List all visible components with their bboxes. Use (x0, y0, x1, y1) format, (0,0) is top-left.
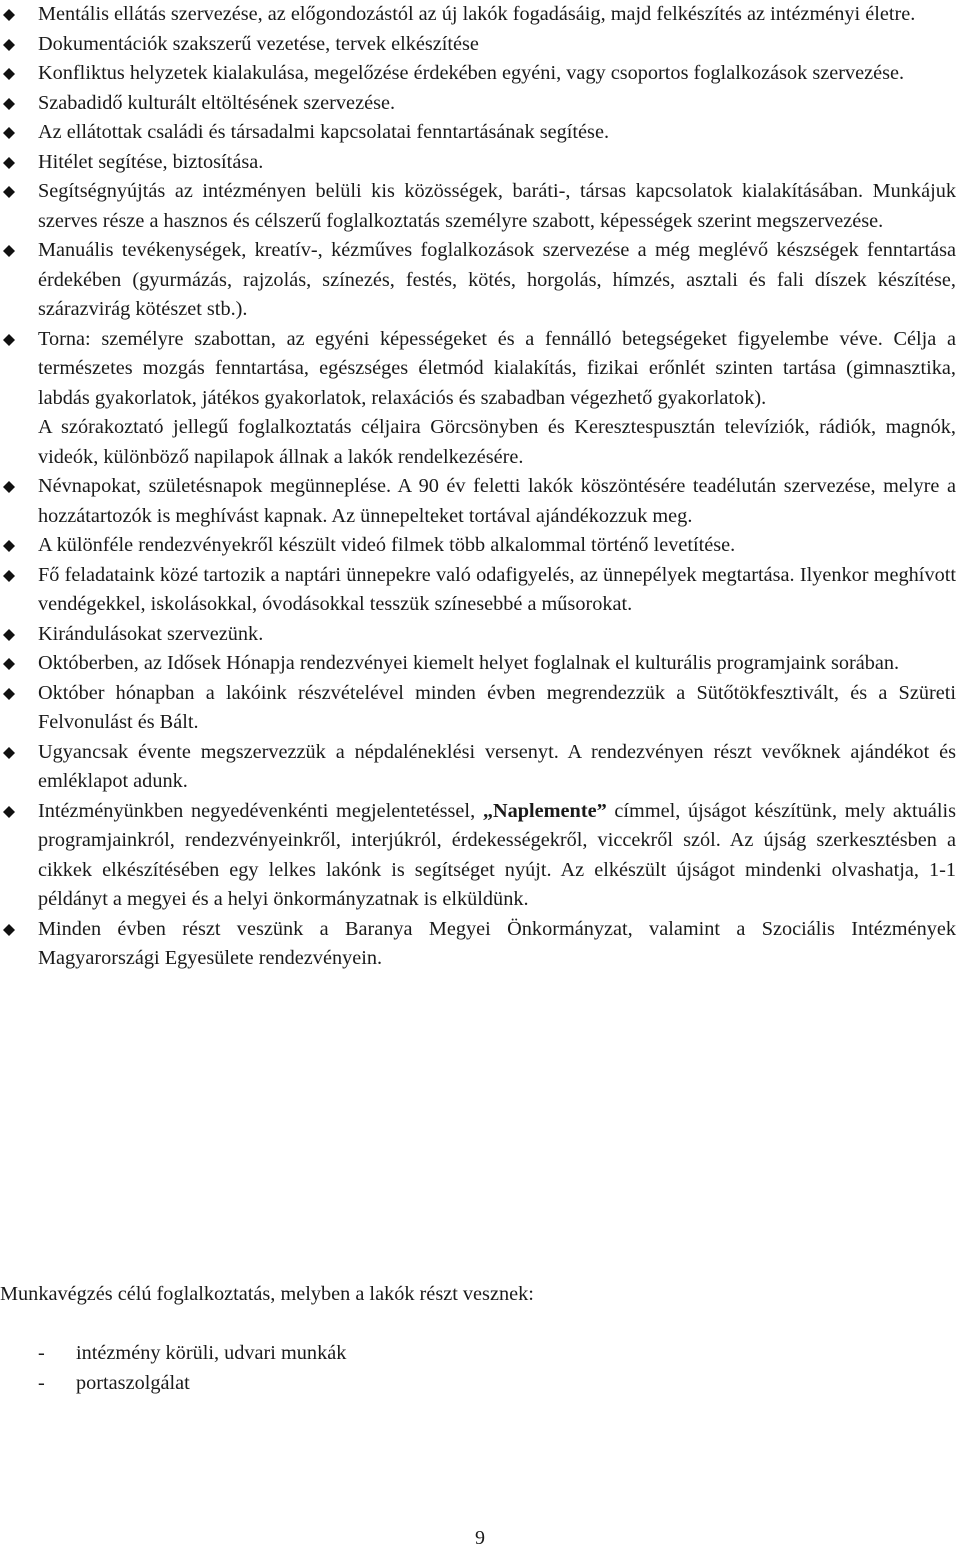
list-item (0, 797, 956, 915)
diamond-bullet-icon (3, 481, 15, 493)
diamond-bullet-icon (3, 540, 15, 552)
diamond-bullet-icon (3, 245, 15, 257)
diamond-bullet-icon (3, 9, 15, 21)
list-item-text: Mentális ellátás szervezése, az előgondozástól az új lakók fogadásáig, majd felkészítés az intézményi életre. (38, 3, 916, 25)
newsletter-title: „Naplemente” (482, 799, 607, 822)
list-item (0, 325, 956, 414)
list-item (0, 30, 956, 60)
list-item (0, 531, 956, 561)
employment-intro: Munkavégzés célú foglalkoztatás, melyben a lakók részt vesznek: (0, 1283, 534, 1305)
list-item (0, 472, 956, 531)
list-item-text: Október hónapban a lakóink részvételével minden évben megrendezzük a Sütőtökfesztivált, és a Szüreti Felvonulást és Bált. (38, 681, 956, 733)
list-item-text: Októberben, az Idősek Hónapja rendezvényei kiemelt helyet foglalnak el kulturális programjaink sorában. (38, 652, 900, 674)
list-item (0, 118, 956, 148)
list-item-text: Dokumentációk szakszerű vezetése, tervek elkészítése (38, 32, 479, 55)
list-item (0, 0, 956, 30)
list-item-text: A szórakoztató jellegű foglalkoztatás céljaira Görcsönyben és Keresztespusztán televíziók, rádiók, magnók, videók, különböző napilapok állnak a lakók rendelkezésére. (38, 416, 956, 468)
newsletter-text (38, 800, 956, 911)
list-item (0, 649, 956, 679)
list-item (0, 413, 956, 472)
diamond-bullet-icon (3, 98, 15, 110)
list-item (0, 915, 956, 974)
list-item-text: Névnapokat, születésnapok megünneplése. A 90 év feletti lakók köszöntésére teadélután szervezése, melyre a hozzátartozók is meghívást kapnak. Az ünnepelteket tortával ajándékozzuk meg. (38, 475, 956, 527)
list-item-text: Kirándulásokat szervezünk. (38, 622, 264, 645)
list-item-text: Az ellátottak családi és társadalmi kapcsolatai fenntartásának segítése. (38, 121, 610, 143)
dash-item-text: portaszolgálat (76, 1371, 190, 1394)
diamond-bullet-icon (3, 68, 15, 80)
page-number: 9 (475, 1527, 485, 1549)
list-item-text: Fő feladataink közé tartozik a naptári ünnepekre való odafigyelés, az ünnepélyek megtartása. Ilyenkor meghívott vendégekkel, iskolásokkal, óvodásokkal tesszük színesebbé a műsorokat. (38, 563, 956, 615)
dash-item (0, 1339, 346, 1369)
list-item (0, 561, 956, 620)
diamond-bullet-icon (3, 127, 15, 139)
list-item (0, 177, 956, 236)
list-item (0, 59, 956, 89)
newsletter-text-after: címmel, újságot készítünk, mely aktuális programjainkról, rendezvényeinkről, interjúkról, érdekességekről, viccekről szól. Az újság szerkesztésben a cikkek elkészítésében egy lelkes lakónk is segítséget nyújt. Az elkészült újságot mindenki olvashatja, 1-1 példányt a megyei és a helyi önkormányzatnak is elküldünk. (38, 799, 956, 910)
diamond-bullet-icon (3, 39, 15, 51)
diamond-bullet-icon (3, 747, 15, 759)
diamond-bullet-icon (3, 688, 15, 700)
diamond-bullet-icon (3, 157, 15, 169)
list-item-text: Ugyancsak évente megszervezzük a népdaléneklési versenyt. A rendezvényen részt vevőknek ajándékot és emléklapot adunk. (38, 740, 956, 792)
diamond-bullet-icon (3, 658, 15, 670)
list-item-text: A különféle rendezvényekről készült videó filmek több alkalommal történő levetítése. (38, 534, 736, 556)
list-item (0, 620, 956, 650)
list-item-text: Szabadidő kulturált eltöltésének szervezése. (38, 91, 396, 114)
newsletter-text-before: Intézményünkben negyedévenkénti megjelentetéssel, (38, 799, 483, 822)
dash-list (0, 1339, 346, 1398)
diamond-bullet-icon (3, 570, 15, 582)
diamond-bullet-icon (3, 186, 15, 198)
list-item-text: Hitélet segítése, biztosítása. (38, 150, 264, 173)
list-item-text: Manuális tevékenységek, kreatív-, kézműves foglalkozások szervezése a még meglévő készségek fenntartása érdekében (gyurmázás, rajzolás, színezés, festés, kötés, horgolás, hímzés, asztali és fali díszek készítése, szárazvirág kötészet stb.). (38, 239, 956, 320)
list-item (0, 236, 956, 325)
list-item-text: Segítségnyújtás az intézményen belüli kis közösségek, baráti-, társas kapcsolatok kialakításában. Munkájuk szerves része a hasznos és célszerű foglalkoztatás személyre szabott, képességek szerint megszervezése. (38, 180, 956, 232)
list-item (0, 148, 956, 178)
diamond-bullet-icon (3, 629, 15, 641)
diamond-bullet-icon (3, 334, 15, 346)
list-item-text: Konfliktus helyzetek kialakulása, megelőzése érdekében egyéni, vagy csoportos foglalkozások szervezése. (38, 62, 905, 84)
list-item (0, 679, 956, 738)
list-item-text: Minden évben részt veszünk a Baranya Megyei Önkormányzat, valamint a Szociális Intézmények Magyarországi Egyesülete rendezvényein. (38, 917, 956, 969)
list-item (0, 89, 956, 119)
list-item-text: Torna: személyre szabottan, az egyéni képességeket és a fennálló betegségeket figyelembe véve. Célja a természetes mozgás fenntartása, egészséges életmód kialakítás, fizikai erőnlét szinten tartása (gimnasztika, labdás gyakorlatok, játékos gyakorlatok, relaxációs és szabadban végezhető gyakorlatok). (38, 327, 956, 409)
dash-symbol: - (38, 1342, 45, 1364)
diamond-bullet-icon (3, 806, 15, 818)
dash-item (0, 1369, 346, 1399)
list-item (0, 738, 956, 797)
diamond-bullet-icon (3, 924, 15, 936)
dash-item-text: intézmény körüli, udvari munkák (76, 1342, 347, 1364)
dash-symbol: - (38, 1371, 45, 1394)
